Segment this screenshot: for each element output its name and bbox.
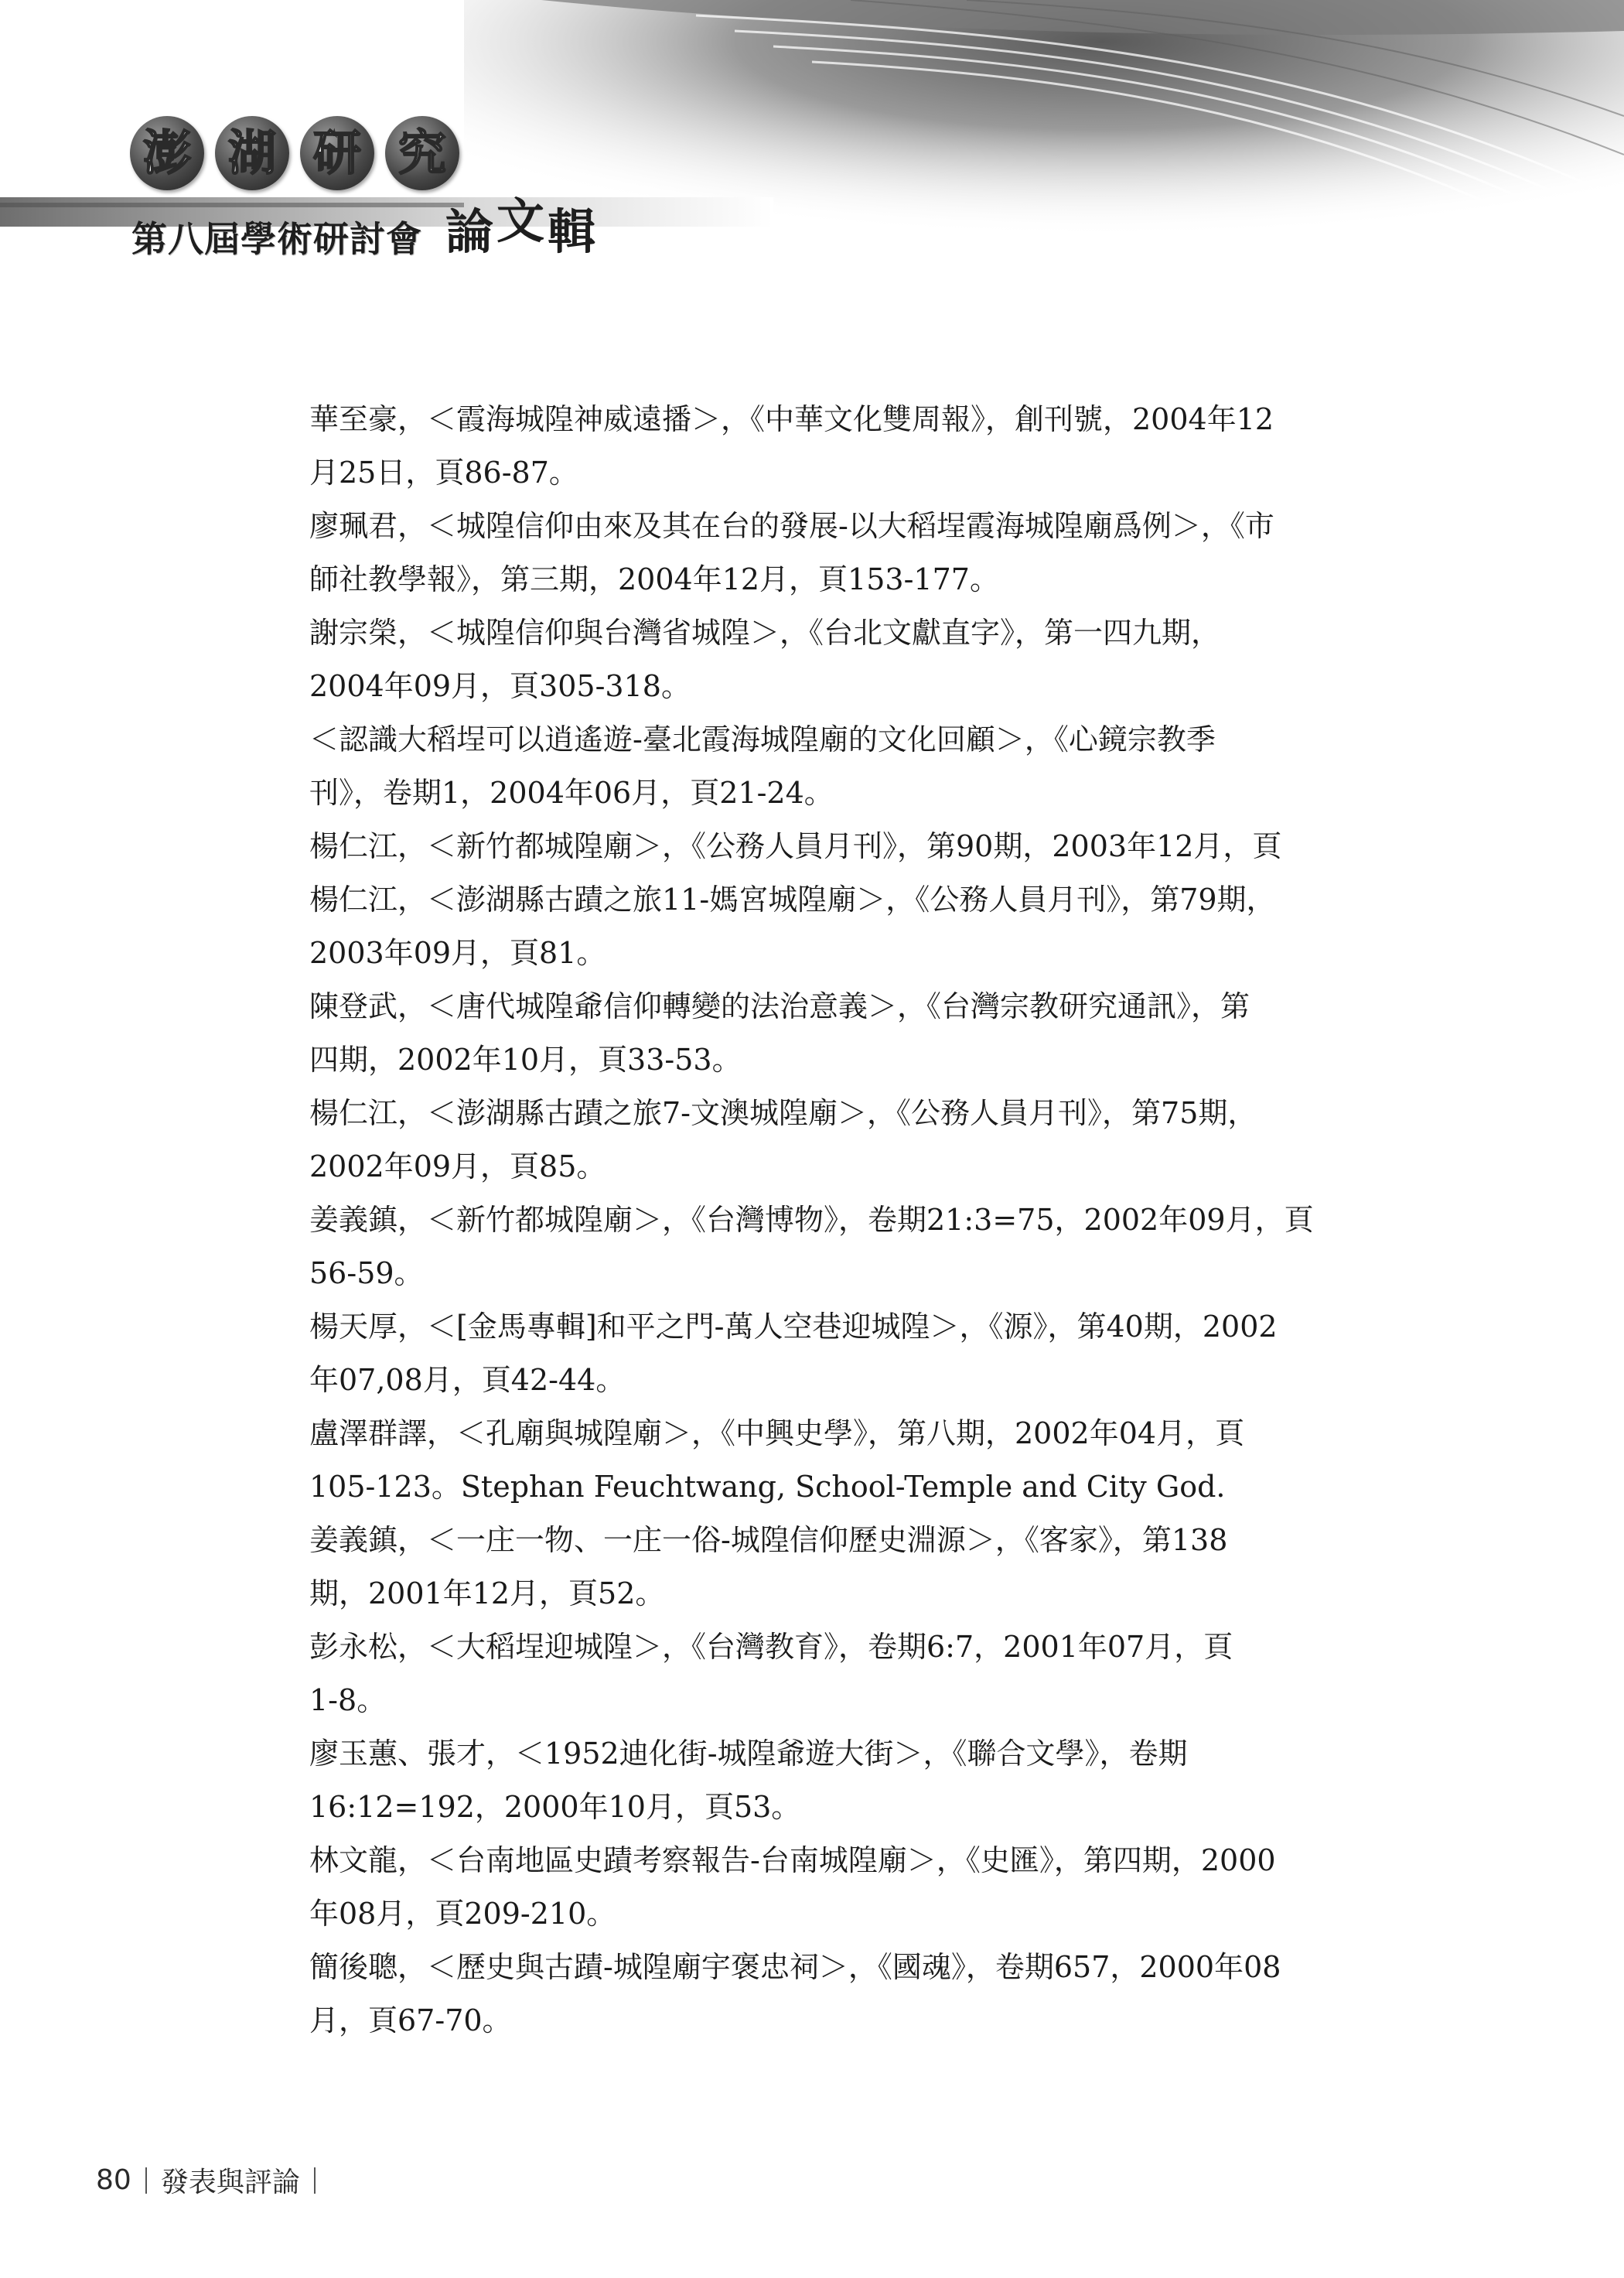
reference-line: 楊仁江，＜澎湖縣古蹟之旅7-文澳城隍廟＞，《公務人員月刊》，第75期，	[309, 1096, 1257, 1130]
reference-line: 姜義鎮，＜新竹都城隍廟＞，《台灣博物》，卷期21:3=75，2002年09月，頁	[309, 1203, 1314, 1237]
reference-line: 陳登武，＜唐代城隍爺信仰轉變的法治意義＞，《台灣宗教研究通訊》，第	[309, 989, 1250, 1023]
reference-line: 2003年09月，頁81。	[309, 936, 606, 970]
reference-line: 謝宗榮，＜城隍信仰與台灣省城隍＞，《台北文獻直字》，第一四九期，	[309, 616, 1221, 650]
reference-line: 盧澤群譯，＜孔廟與城隍廟＞，《中興史學》，第八期，2002年04月，頁	[309, 1416, 1245, 1450]
reference-line: 廖珮君，＜城隍信仰由來及其在台的發展-以大稻埕霞海城隍廟爲例＞，《市	[309, 509, 1274, 543]
reference-line: 2004年09月，頁305-318。	[309, 669, 691, 703]
reference-line: 楊天厚，＜[金馬專輯]和平之門-萬人空巷迎城隍＞，《源》，第40期，2002	[309, 1310, 1278, 1344]
reference-line: 林文龍，＜台南地區史蹟考察報告-台南城隍廟＞，《史匯》，第四期，2000	[309, 1843, 1276, 1877]
reference-line: 彭永松，＜大稻埕迎城隍＞，《台灣教育》，卷期6:7，2001年07月，頁	[309, 1630, 1233, 1664]
reference-line: 師社教學報》，第三期，2004年12月，頁153-177。	[309, 562, 999, 596]
header-subtitle-row	[131, 193, 599, 262]
reference-line: 刊》，卷期1，2004年06月，頁21-24。	[309, 776, 834, 810]
footer-divider	[145, 2167, 147, 2194]
series-title-char: 湖	[215, 116, 289, 190]
page-number: 80	[96, 2164, 131, 2196]
reference-line: 56-59。	[309, 1256, 424, 1290]
footer-divider	[314, 2167, 316, 2194]
reference-line: 1-8。	[309, 1683, 387, 1717]
proceedings-label-char: 輯	[548, 203, 599, 260]
reference-line: 2002年09月，頁85。	[309, 1149, 606, 1183]
series-title	[130, 116, 459, 190]
reference-line: ＜認識大稻埕可以逍遙遊-臺北霞海城隍廟的文化回顧＞，《心鏡宗教季	[309, 722, 1216, 756]
reference-line: 楊仁江，＜新竹都城隍廟＞，《公務人員月刊》，第90期，2003年12月，頁	[309, 829, 1282, 863]
reference-line: 四期，2002年10月，頁33-53。	[309, 1043, 742, 1077]
reference-list	[309, 393, 1375, 2047]
reference-line: 華至豪，＜霞海城隍神威遠播＞，《中華文化雙周報》，創刊號，2004年12	[309, 402, 1274, 436]
footer-section-label: 發表與評論	[160, 2167, 300, 2198]
proceedings-label	[445, 193, 599, 262]
proceedings-label-char: 文	[496, 193, 548, 249]
series-title-char: 究	[385, 116, 459, 190]
reference-line: 年07,08月，頁42-44。	[309, 1363, 626, 1397]
proceedings-label-char: 論	[445, 203, 497, 260]
series-title-char: 澎	[130, 116, 204, 190]
reference-line: 簡後聰，＜歷史與古蹟-城隍廟宇褒忠祠＞，《國魂》，卷期657，2000年08	[309, 1950, 1281, 1984]
series-title-char: 研	[300, 116, 374, 190]
reference-line: 月25日，頁86-87。	[309, 456, 578, 490]
reference-line: 16:12=192，2000年10月，頁53。	[309, 1790, 801, 1824]
reference-line: 姜義鎮，＜一庄一物、一庄一俗-城隍信仰歷史淵源＞，《客家》，第138	[309, 1523, 1228, 1557]
reference-line: 期，2001年12月，頁52。	[309, 1576, 665, 1610]
reference-line: 年08月，頁209-210。	[309, 1897, 616, 1931]
reference-line: 月，頁67-70。	[309, 2003, 512, 2037]
reference-line: 楊仁江，＜澎湖縣古蹟之旅11-媽宮城隍廟＞，《公務人員月刊》，第79期，	[309, 883, 1276, 917]
page-footer	[96, 2160, 329, 2200]
reference-line: 105-123。Stephan Feuchtwang, School-Temple and City God.	[309, 1470, 1226, 1504]
conference-title: 第八屆學術研討會	[131, 218, 422, 260]
reference-line: 廖玉蕙、張才，＜1952迪化街-城隍爺遊大街＞，《聯合文學》，卷期	[309, 1737, 1188, 1771]
